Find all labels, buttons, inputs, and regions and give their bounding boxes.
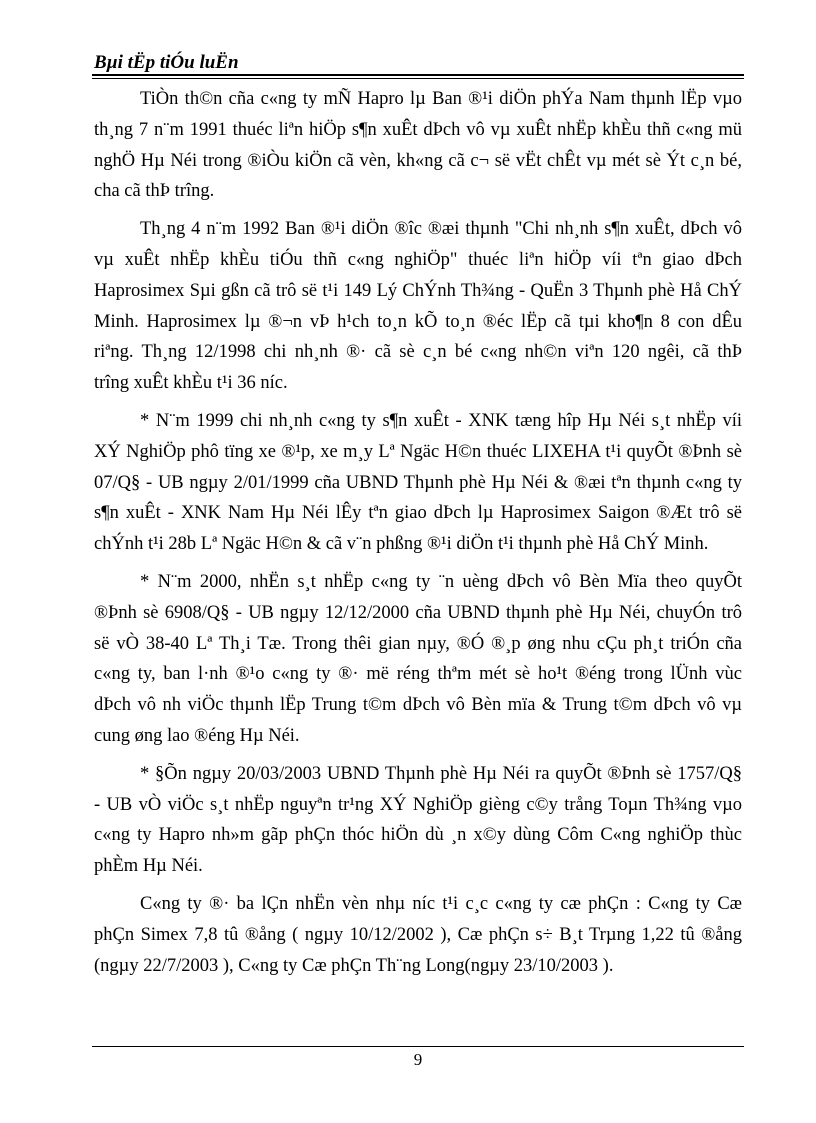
body-text bbox=[94, 84, 742, 988]
text-line: chÝnh t¹i 28b Lª Ngäc H©n & cã v¨n phßng ®¹i diÖn t¹i thµnh phè Hå ChÝ Minh. bbox=[94, 534, 709, 555]
text-line: cung øng lao ®éng Hµ Néi. bbox=[94, 725, 300, 746]
paragraph bbox=[94, 567, 742, 752]
text-line: dÞch vô nh viÖc thµnh lËp Trung t©m dÞch vô Bèn mïa & Trung t©m dÞch vô vµ bbox=[94, 695, 742, 716]
text-line: * N¨m 2000, nhËn s¸t nhËp c«ng ty ¨n uèng dÞch vô Bèn Mïa theo quyÕt bbox=[140, 571, 742, 592]
text-line: * N¨m 1999 chi nh¸nh c«ng ty s¶n xuÊt - XNK tæng hîp Hµ Néi s¸t nhËp víi bbox=[140, 410, 742, 431]
text-line: vµ xuÊt nhËp khÈu tiÓu thñ c«ng nghiÖp" thuéc liªn hiÖp víi tªn giao dÞch bbox=[94, 249, 742, 270]
text-line: cha cã thÞ trîng. bbox=[94, 181, 215, 202]
text-line: - UB vÒ viÖc s¸t nhËp nguyªn tr¹ng XÝ NghiÖp gièng c©y trång Toµn Th¾ng vµo bbox=[94, 794, 742, 815]
text-line: së vÒ 38-40 Lª Th¸i Tæ. Trong thêi gian nµy, ®Ó ®¸p øng nhu cÇu ph¸t triÓn cña bbox=[94, 633, 742, 654]
text-line: ®Þnh sè 6908/Q§ - UB ngµy 12/12/2000 cña UBND thµnh phè Hµ Néi, chuyÓn trô bbox=[94, 602, 742, 623]
header-rule-thin bbox=[92, 78, 744, 79]
page-number: 9 bbox=[413, 1050, 423, 1069]
text-line: 07/Q§ - UB ngµy 2/01/1999 cña UBND Thµnh phè Hµ Néi & ®æi tªn thµnh c«ng ty bbox=[94, 472, 742, 493]
text-line: C«ng ty ®· ba lÇn nhËn vèn nhµ níc t¹i c¸c c«ng ty cæ phÇn : C«ng ty Cæ bbox=[140, 893, 742, 914]
text-line: Haprosimex Sµi gßn cã trô së t¹i 149 Lý ChÝnh Th¾ng - QuËn 3 Thµnh phè Hå ChÝ bbox=[94, 280, 742, 301]
paragraph bbox=[94, 759, 742, 882]
text-line: nghÖ Hµ Néi trong ®iÒu kiÖn cã vèn, kh«ng cã c¬ së vËt chÊt vµ mét sè Ýt c¸n bé, bbox=[94, 150, 742, 171]
text-line: s¶n xuÊt - XNK Nam Hµ Néi lÊy tªn giao dÞch lµ Haprosimex Saigon ®Æt trô së bbox=[94, 503, 742, 524]
text-line: XÝ NghiÖp phô tïng xe ®¹p, xe m¸y Lª Ngäc H©n thuéc LIXEHA t¹i quyÕt ®Þnh sè bbox=[94, 441, 742, 462]
text-line: * §Õn ngµy 20/03/2003 UBND Thµnh phè Hµ Néi ra quyÕt ®Þnh sè 1757/Q§ bbox=[140, 763, 742, 784]
text-line: riªng. Th¸ng 12/1998 chi nh¸nh ®· cã sè c¸n bé c«ng nh©n viªn 120 ngêi, cã thÞ bbox=[94, 342, 742, 363]
paragraph bbox=[94, 214, 742, 399]
footer-rule bbox=[92, 1046, 744, 1047]
text-line: trîng xuÊt khÈu t¹i 36 níc. bbox=[94, 373, 288, 394]
text-line: c«ng ty Hapro nh»m gãp phÇn thóc hiÖn dù ¸n x©y dùng Côm C«ng nghiÖp thùc bbox=[94, 825, 742, 846]
text-line: th¸ng 7 n¨m 1991 thuéc liªn hiÖp s¶n xuÊt dÞch vô vµ xuÊt nhËp khÈu thñ c«ng mü bbox=[94, 119, 742, 140]
text-line: phÇn Simex 7,8 tû ®ång ( ngµy 10/12/2002 ), Cæ phÇn s÷ B¸t Trµng 1,22 tû ®ång bbox=[94, 924, 742, 945]
header-rule bbox=[92, 74, 744, 76]
paragraph bbox=[94, 406, 742, 560]
paragraph bbox=[94, 889, 742, 981]
text-line: (ngµy 22/7/2003 ), C«ng ty Cæ phÇn Th¨ng Long(ngµy 23/10/2003 ). bbox=[94, 955, 614, 976]
text-line: TiÒn th©n cña c«ng ty mÑ Hapro lµ Ban ®¹i diÖn phÝa Nam thµnh lËp vµo bbox=[140, 89, 742, 109]
text-line: Minh. Haprosimex lµ ®¬n vÞ h¹ch to¸n kÕ to¸n ®éc lËp cã tµi kho¶n 8 con dÊu bbox=[94, 311, 742, 332]
text-line: phÈm Hµ Néi. bbox=[94, 856, 203, 877]
text-line: c«ng ty, ban l·nh ®¹o c«ng ty ®· më réng thªm mét sè ho¹t ®éng trong lÜnh vùc bbox=[94, 664, 742, 685]
paragraph bbox=[94, 84, 742, 207]
header-title: Bµi tËp tiÓu luËn bbox=[94, 52, 239, 73]
text-line: Th¸ng 4 n¨m 1992 Ban ®¹i diÖn ®îc ®æi thµnh "Chi nh¸nh s¶n xuÊt, dÞch vô bbox=[140, 219, 742, 240]
